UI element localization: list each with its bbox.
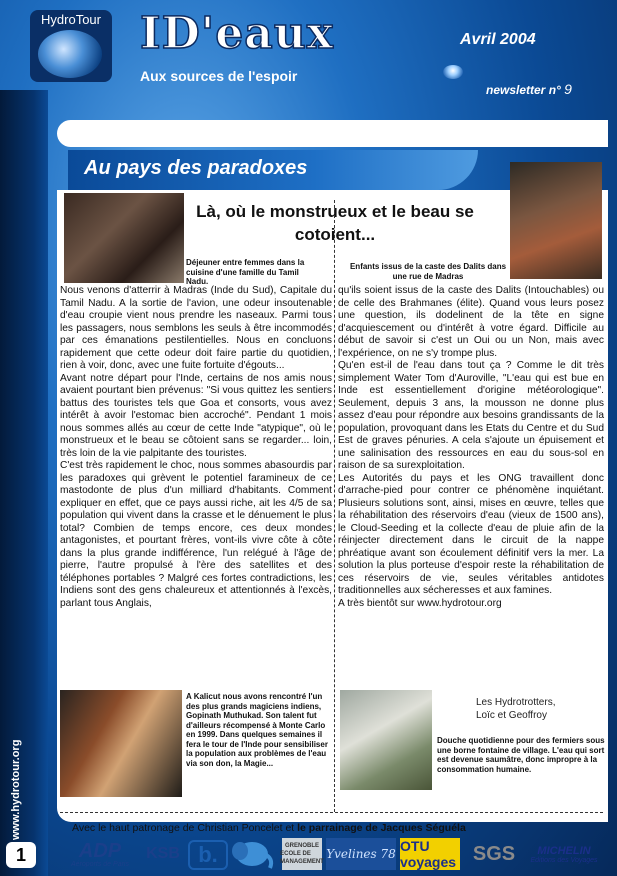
caption-photo2: Enfants issus de la caste des Dalits dans une rue de Madras	[349, 262, 507, 281]
globe-icon	[38, 30, 102, 78]
hydrotour-logo	[30, 10, 112, 82]
sponsor-adp-name: ADP	[78, 839, 122, 862]
paragraph: Avant notre départ pour l'Inde, certains de nos amis nous avaient pourtant bien prévenus: "Si vous quittez les sentiers battus des touristes tels que Goa et consorts, vous avez intérêt à avoir l'estomac bien accroché". Pendant 1 mois nous sommes allés au cœur de cette Inde "atypique", où le monstrueux et le beau se côtoient sans se regarder... loin, très loin de la vie palpitante des touristes.	[60, 372, 332, 459]
paragraph: qu'ils soient issus de la caste des Dalits (Intouchables) ou de celle des Brahmanes (élite). Quand vous leurs posez une question, ils dodelinent de la tête en signe d'acquiescement ou d'intérêt à votre égard. Difficile au début de savoir si c'est un Oui ou un Non, mais avec l'expérience, on ne s'y trompe plus.	[338, 285, 604, 359]
sponsor-adp	[62, 838, 138, 870]
website-link[interactable]: A très bientôt sur www.hydrotour.org	[338, 597, 502, 609]
side-url	[10, 700, 26, 840]
article-headline: Là, où le monstrueux et le beau se cotoient...	[196, 202, 474, 244]
issue-date: Avril 2004	[460, 31, 536, 48]
article-column-2	[338, 285, 604, 610]
top-banner-card	[57, 120, 608, 147]
newsletter-subtitle: Aux sources de l'espoir	[140, 68, 298, 84]
paragraph: C'est très rapidement le choc, nous sommes abasourdis par les paradoxes qui grèvent le potentiel faramineux de ce mastodonte de plus d'un milliard d'habitants. Comment expliquer en effet, que ce pays aussi riche, ait les 4/5 de sa population qui vivent dans la crasse et le dénuement le plus total? Combien de temps encore, ces deux mondes antagonistes, et pourtant frères, vont-ils vivre côte à côte dans la plus grande indifférence, l'un relégué à l'âge de pierre, l'autre propulsé à l'ère des satellites et des téléphones portables ? Malgré ces fortes contradictions, les Indiens sont des gens chaleureux et attentionnés à l'excès, parlant tous Anglais,	[60, 460, 332, 609]
sponsor-b: b.	[188, 840, 228, 870]
newsletter-number	[486, 81, 572, 97]
sponsor-otu: OTU voyages	[400, 838, 460, 870]
sponsor-michelin-name: MICHELIN	[537, 844, 591, 857]
sponsor-grenoble	[282, 838, 322, 870]
sponsor-grenoble-name: GRENOBLE	[284, 843, 319, 849]
paragraph: Nous venons d'atterrir à Madras (Inde du Sud), Capitale du Tamil Nadu. A la sortie de l'avion, une odeur insoutenable d'eau croupie vient nous prendre les naseaux. Parmi tous les passagers, nous semblons les seuls à être incommodés par ces émanations pestilentielles. Nous en concluons rapidement que cette odeur doit faire partie du quotidien, rien à voir, donc, avec une fuite fortuite d'égouts...	[60, 285, 332, 371]
patronage-text: Avec le haut patronage de Christian Poncelet et	[72, 822, 295, 834]
paragraph: Qu'en est-il de l'eau dans tout ça ? Comme le dit très simplement Water Tom d'Auroville, "L'eau qui est bue en Inde est essentiellement d'origine météorologique". Seulement, depuis 3 ans, la mousson ne donne plus assez d'eau pour répondre aux besoins grandissants de la population, provoquant dans les Etats du Centre et du Sud Est de graves pénuries. A cela s'ajoute un épuisement et une salinisation des ressources en eau du sous-sol en raison de sa surexploitation.	[338, 360, 604, 471]
patronage	[72, 822, 466, 834]
sponsor-yvelines: Yvelines 78	[326, 838, 396, 870]
photo-dalit-children	[510, 162, 602, 279]
page-number: 1	[6, 842, 36, 868]
newsletter-label: newsletter n°	[486, 83, 561, 97]
photo-magician	[60, 690, 182, 797]
article-column-1	[60, 285, 332, 610]
sponsor-grenoble-sub: ECOLE DE MANAGEMENT	[280, 851, 324, 865]
signature-line-2: Loïc et Geoffroy	[476, 709, 547, 721]
column-divider	[334, 200, 335, 812]
sponsor-michelin	[524, 838, 604, 870]
caption-photo3: A Kalicut nous avons rencontré l'un des plus grands magiciens indiens, Gopinath Muthukad. Son talent fut d'ailleurs récompensé à Monte Carlo en 1999. Dans quelques semaines il fera le tour de l'Inde pour sensibiliser la population aux problèmes de l'eau via son don, la Magie...	[186, 692, 328, 768]
sponsor-sgs: SGS	[472, 842, 516, 865]
water-drop-icon	[443, 65, 463, 79]
caption-photo1: Déjeuner entre femmes dans la cuisine d'une famille du Tamil Nadu.	[186, 258, 305, 286]
patronage-bold: le parrainage de Jacques Séguéla	[297, 822, 466, 834]
photo-kitchen-lunch	[64, 193, 184, 283]
signature-line-1: Les Hydrotrotters,	[476, 697, 556, 708]
side-url-text[interactable]: www.hydrotour.org	[10, 739, 22, 840]
signature	[476, 697, 555, 722]
sponsor-adp-sub: Aéroports de Paris	[71, 860, 129, 868]
section-title: Au pays des paradoxes	[84, 157, 308, 179]
photo-village-fountain	[340, 690, 432, 790]
logo-text: HydroTour	[41, 12, 101, 27]
caption-photo4: Douche quotidienne pour des fermiers sous une borne fontaine de village. L'eau qui sort est devenue saumâtre, donc impropre à la consommation humaine.	[437, 736, 605, 774]
newsletter-title: ID'eaux	[140, 8, 334, 59]
sponsor-logos	[60, 838, 610, 872]
sponsor-ksb: KSB	[146, 845, 180, 862]
sponsor-michelin-sub: Editions des Voyages	[530, 856, 598, 864]
footer-divider	[60, 812, 603, 813]
issue-number: 9	[564, 81, 572, 97]
elephant-icon	[228, 838, 278, 870]
paragraph: Les Autorités du pays et les ONG travaillent donc d'arrache-pied pour contrer ce phénomène inquiétant. Plusieurs solutions sont, ainsi, mises en œuvre, telles que la réhabilitation des réservoirs d'eau (vieux de 1500 ans), le Cloud-Seeding et la collecte d'eau de pluie afin de la réinjecter directement dans le circuit de la nappe phréatique avant son écoulement définitif vers la mer. La solution la plus porteuse d'espoir reste la réhabilitation de ces réservoirs de vie, seules véritables antidotes traditionnelles aux sécheresses et aux famines.	[338, 472, 604, 596]
